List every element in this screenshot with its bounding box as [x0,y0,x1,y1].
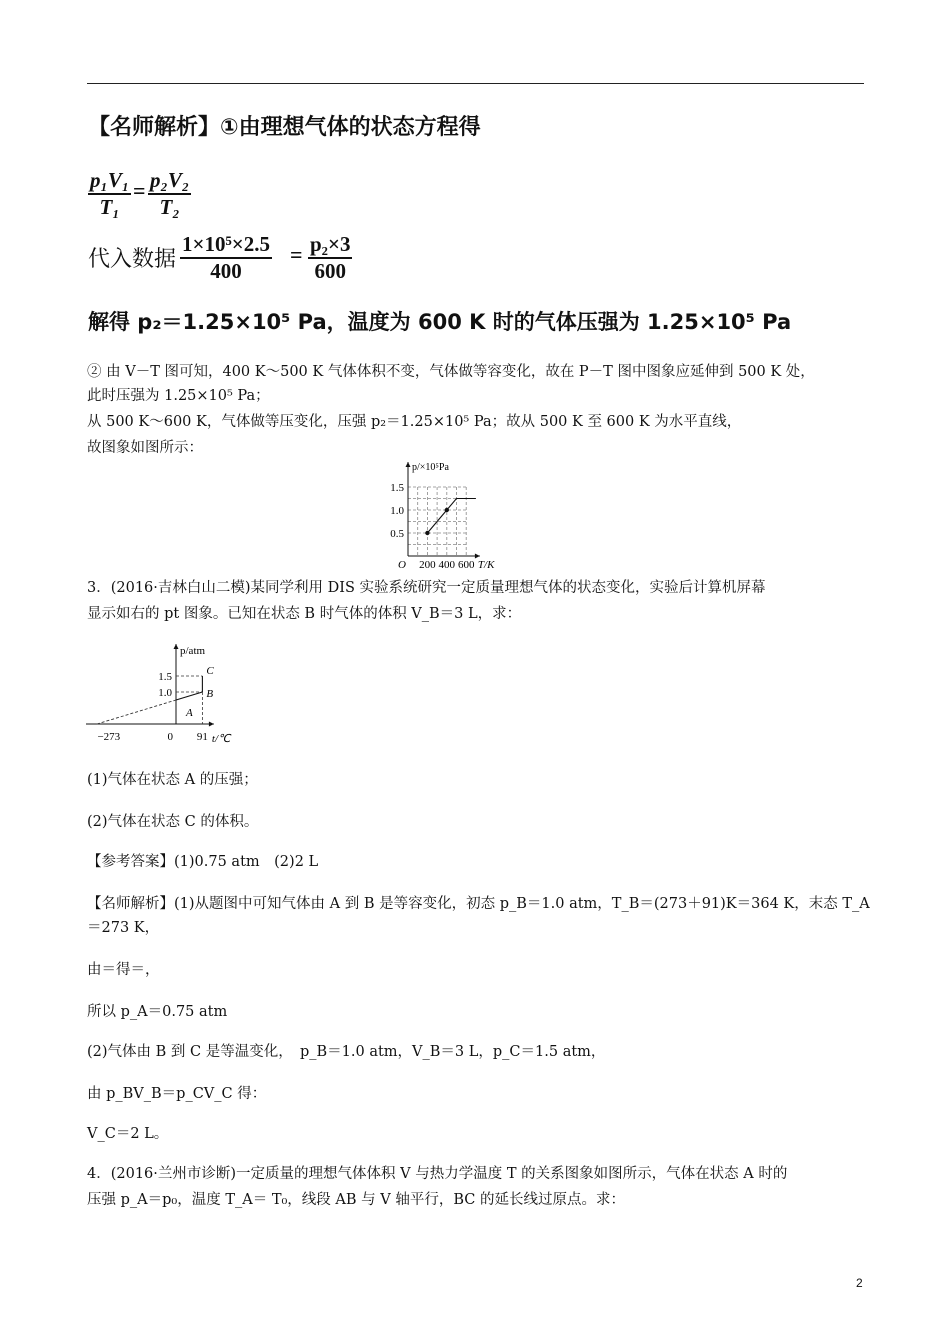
question-3-line2: 显示如右的 pt 图象。已知在状态 B 时气体的体积 V_B＝3 L，求： [87,606,522,622]
analysis-line: ＝273 K， [87,920,160,936]
fraction-numerator: p₂V₂ [148,168,191,195]
pt-chart [370,458,570,570]
y-axis-arrow [406,462,411,467]
x-tick-label: 400 [438,559,456,570]
fraction-rhs [148,168,191,220]
y-tick-label: 1.5 [390,482,404,494]
y-axis-label: p/atm [180,645,206,657]
solve-line: 解得 p₂＝1.25×10⁵ Pa，温度为 600 K 时的气体压强为 1.25×10⁵ Pa [88,310,792,334]
y-tick-label: 1.0 [158,687,172,699]
equals-sign: = [133,178,146,203]
data-point [445,508,449,512]
fraction-denominator: T₂ [159,195,180,219]
fraction-denominator: 400 [210,259,242,283]
x-tick-label: −273 [97,731,121,743]
question-4-line1: 4．(2016·兰州市诊断)一定质量的理想气体体积 V 与热力学温度 T 的关系图象如图所示，气体在状态 A 时的 [87,1166,788,1182]
y-tick-label: 0.5 [390,528,404,540]
fraction-numerator: p₁V₁ [88,168,131,195]
x-axis-label: t/℃ [211,733,231,745]
x-axis-arrow [475,554,480,559]
paragraph: ② 由 V－T 图可知，400 K～500 K 气体体积不变，气体做等容变化，故在 P－T 图中图象应延伸到 500 K 处， [87,364,815,380]
segment-ab [176,692,202,700]
data-series-line [427,499,476,534]
analysis-line: 【名师解析】(1)从题图中可知气体由 A 到 B 是等容变化，初态 p_B＝1.0 atm，T_B＝(273＋91)K＝364 K，末态 T_A [87,896,870,912]
question-3-line1: 3．(2016·吉林白山二模)某同学利用 DIS 实验系统研究一定质量理想气体的状态变化，实验后计算机屏幕 [87,580,766,596]
point-label-a: A [186,707,193,719]
header-rule [87,83,864,84]
point-label-b: B [206,688,214,700]
x-tick-label: 0 [167,731,173,743]
analysis-line: (2)气体由 B 到 C 是等温变化， p_B＝1.0 atm，V_B＝3 L，p_C＝1.5 atm， [87,1044,606,1060]
fraction-denominator: T₁ [99,195,120,219]
sub-question-2: (2)气体在状态 C 的体积。 [87,814,259,830]
paragraph: 从 500 K～600 K，气体做等压变化，压强 p₂＝1.25×10⁵ Pa；故从 500 K 至 600 K 为水平直线， [87,414,742,430]
y-tick-label: 1.0 [390,505,404,517]
x-tick-label: 600 [457,559,475,570]
analysis-line: 所以 p_A＝0.75 atm [87,1004,228,1020]
x-tick-label: 91 [196,731,208,743]
analysis-line: 由＝得＝， [87,962,160,978]
substitute-label: 代入数据 [88,247,177,272]
fraction-rhs-2 [308,232,352,284]
point-label-c: C [206,665,214,677]
analysis-line: 由 p_BV_B＝p_CV_C 得： [87,1086,267,1102]
sub-question-1: (1)气体在状态 A 的压强； [87,772,258,788]
x-axis-label: T/K [477,559,495,570]
origin-label: O [398,559,406,570]
data-point [425,531,429,535]
fraction-numerator: 1×10⁵×2.5 [180,232,272,259]
analysis-title: 【名师解析】①由理想气体的状态方程得 [88,115,481,140]
x-axis-arrow [209,722,214,727]
fraction-numerator: p₂×3 [308,232,352,259]
paragraph: 故图象如图所示： [87,440,203,456]
y-axis-arrow [174,644,179,649]
fraction-denominator: 600 [314,259,346,283]
y-axis-label: p/×10⁵Pa [412,462,449,473]
fraction-lhs [88,168,131,220]
analysis-line: V_C＝2 L。 [87,1126,169,1142]
question-4-line2: 压强 p_A＝p₀，温度 T_A＝ T₀，线段 AB 与 V 轴平行，BC 的延长线过原点。求： [87,1192,625,1208]
paragraph: 此时压强为 1.25×10⁵ Pa； [87,388,270,404]
equals-sign: = [290,242,303,267]
p-t-celsius-chart [86,640,276,750]
fraction-lhs-2 [180,232,272,284]
reference-answer: 【参考答案】(1)0.75 atm (2)2 L [87,854,319,870]
x-tick-label: 200 [419,559,436,570]
extension-line [97,700,176,724]
y-tick-label: 1.5 [158,671,172,683]
page-number: 2 [856,1276,863,1290]
